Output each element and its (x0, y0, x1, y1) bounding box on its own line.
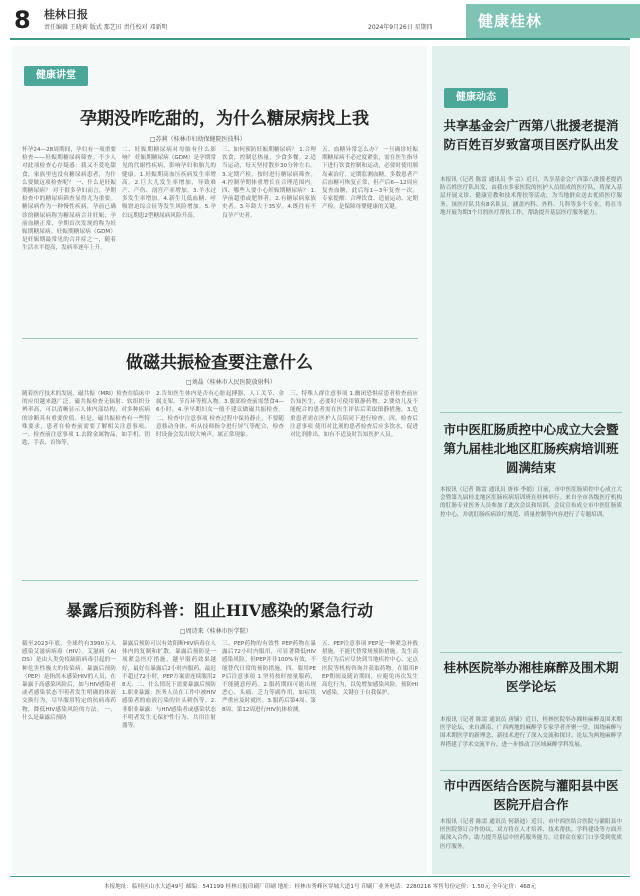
news-divider (440, 652, 622, 653)
article3-byline: □周诗来（桂林市医学院） (180, 628, 252, 635)
article2-byline: □刘晶（桂林市人民医院放射科） (186, 379, 276, 386)
article1-byline: □苏莉（桂林市妇幼保健院医技科） (150, 136, 246, 143)
article2-col1: 随着医疗技术的发展，磁共振（MRI）检查在临床中的应用越来越广泛。磁共振检查无辐射、软组织分辨率高，可以清晰显示人体内部结构，对多种疾病的诊断具有重要价值。但是，磁共振检查有一些特殊要求，患者在检查前需要了解相关注意事项。一、检查前注意事项 1.去除金属物品，如手机、钥匙、手表、首饰等。 (22, 391, 150, 447)
section-tab-health-news: 健康动态 (444, 88, 508, 108)
article-divider (22, 338, 418, 339)
article1-headline: 孕期没咋吃甜的，为什么糖尿病找上我 (80, 109, 369, 129)
news4-headline: 市中西医结合医院与灌阳县中医医院开启合作 (443, 778, 619, 812)
article3-col2: 暴露后预防可以有效阻断HIV病毒在人体内的复制和扩散。暴露后预防是一项紧急医疗措施，越早服药效果越好，最好在暴露后2小时内服药，最迟不超过72小时。PEP方案需连续服用28天。二、什么情况下需要暴露后预防 1.职业暴露：医务人员在工作中被HIV感染者的血液污染的针头刺伤等。2.非职业暴露：与HIV感染者或感染状态不明者发生无保护性行为、共用注射器等。 (122, 641, 216, 730)
news3-body: 本报讯（记者 陈雷 通讯员 唐镝）近日，桂林医院举办湘桂麻醉及围术期医学论坛，来自湖南、广西两地的麻醉学专家学者齐聚一堂，围绕麻醉与围术期医学的新理念、新技术进行了深入交流和探讨。论坛为两地麻醉学界搭建了学术交流平台，进一步推动了区域麻醉学科发展。 (440, 717, 622, 748)
paper-logo: 桂林日报 (44, 8, 88, 21)
masthead-divider (10, 38, 630, 40)
news2-headline: 市中医肛肠质控中心成立大会暨第九届桂北地区肛肠疾病培训班圆满结束 (443, 422, 619, 475)
page-section-title: 健康桂林 (466, 4, 640, 38)
article1-col1: 怀孕24—28周期间，孕妇有一项重要检查——妊娠期糖尿病筛查。不少人对此项检查心存疑惑：我又不爱吃甜食，家族里也没有糖尿病患者，为什么要做这项检查呢？ 一、什么是妊娠期糖尿病？ 对于很多孕妇而言，孕期检查中的糖尿病筛查显得尤为重要。糖尿病作为一种慢性疾病，孕前已确诊的糖尿病称为糖尿病合并妊娠；孕前血糖正常，孕期首次发现的称为妊娠期糖尿病。妊娠期糖尿病（GDM）是妊娠期最常见的合并症之一，随着生活水平提高，发病率逐年上升。 (22, 147, 116, 252)
news1-body: 本报讯（记者 陈雷 通讯员 李 宗）近日，共享基金会广西第八批援老提消防百姓医疗队出发，由我市多家医院的医护人员组成的医疗队，将深入基层开展义诊、健康宣教和技术帮扶等活动，为当地群众送去优质医疗服务。该医疗队共有8名队员，涵盖内科、外科、儿科等多个专业，将在当地开展为期3个月的医疗帮扶工作，帮助提升基层医疗服务能力。 (440, 177, 622, 216)
article3-col3: 三、PEP药物的有效性 PEP药物在暴露后72小时内服用，可显著降低HIV感染风险。但PEP并非100%有效，不能替代日常的预防措施。四、服用PEP后注意事项 1.坚持按时按量服药，不能随意停药。2.服药期间可能出现恶心、头痛、乏力等副作用，如症状严重应及时就医。3.服药后第4周、第8周、第12周进行HIV抗体检测。 (222, 641, 316, 713)
article1-col3: 三、如何预防妊娠期糖尿病？ 1.合理饮食，控制总热量，少食多餐。2.适当运动，每天坚持散步30分钟左右。3.定期产检，按时进行糖尿病筛查。4.控制孕期体重增长在合理范围内。四、哪些人要小心妊娠期糖尿病？ 1.孕前超重或肥胖者。2.有糖尿病家族史者。3.年龄大于35岁。4.既往有不良孕产史者。 (222, 147, 316, 219)
article2-headline: 做磁共振检查要注意什么 (126, 353, 313, 373)
article-divider (22, 580, 418, 581)
news3-headline: 桂林医院举办湘桂麻醉及围术期医学论坛 (443, 660, 619, 694)
article1-col4: 五、血糖异常怎么办？ 一旦确诊妊娠期糖尿病不必过度紧张，需在医生指导下进行饮食控制和运动，必要时使用胰岛素治疗。定期监测血糖，多数患者产后血糖可恢复正常，但产后6—12周应复查血糖，此后每1—3年复查一次。专家提醒：合理饮食、适量运动、定期产检，是保障母婴健康的关键。 (322, 147, 418, 211)
footer-divider (10, 876, 630, 877)
editor-credits: 责任编辑 王晓莉 版式 那艺田 责任校对 邓新明 (44, 24, 168, 31)
issue-date: 2024年9月26日 星期四 (368, 24, 433, 31)
page-number: 8 (14, 6, 31, 34)
news-divider (440, 770, 622, 771)
section-tab-health-lecture: 健康讲堂 (24, 66, 88, 86)
news1-headline: 共享基金会广西第八批援老提消防百姓百岁致富项目医疗队出发 (443, 118, 619, 152)
article3-col4: 五、PEP注意事项 PEP是一种紧急补救措施，不能代替常规预防措施。发生高危行为后应尽快到当地疾控中心、定点医院等机构咨询并获取药物。在服用PEP期间及随访期间，应避免再次发生高危行为，以免增加感染风险。预防HIV感染，关键在于自我保护。 (322, 641, 418, 697)
news2-body: 本报讯（记者 陈雷 通讯员 唐祎 李娟）日前，市中医肛肠质控中心成立大会暨第九届桂北地区肛肠疾病培训班在桂林举行。来自全市各级医疗机构的肛肠专业医务人员参加了此次会议和培训。会议宣布成立市中医肛肠质控中心，并就肛肠疾病诊疗规范、质量控制等内容进行了专题培训。 (440, 487, 622, 518)
footer-imprint: 本报地址：临桂区山水大道49号 邮编：541199 桂林日报印刷厂印刷 地址：桂林市秀峰区穿城大道1号 印刷厂业务电话：2280216 零售每份定价：1.50元 全年定价：468元 (104, 884, 536, 890)
news-divider (440, 412, 622, 413)
article2-col2: 2.告知医生体内是否有心脏起搏器、人工关节、金属支架、节育环等植入物。3.腹部检查前需禁食4—6小时。4.孕早期妇女一般不建议做磁共振检查。二、检查中注意事项 检查过程中保持静止，不要随意移动身体，听从技师指令进行屏气等配合，检查时设备会发出较大响声，属正常现象。 (156, 391, 284, 439)
news4-body: 本报讯（记者 陈雷 通讯员 何新迪）近日，市中西医结合医院与灌阳县中医医院签订合作协议，双方将在人才培养、技术帮扶、学科建设等方面开展深入合作，助力提升基层中医药服务能力，让群众在家门口享受到优质医疗服务。 (440, 819, 622, 850)
article2-col3: 三、特殊人群注意事项 1.幽闭恐惧症患者检查前应告知医生，必要时可使用镇静药物。2.婴幼儿及不能配合的患者需在医生评估后采取镇静措施。3.危重患者需在医护人员陪同下进行检查。四、检查后注意事项 使用对比剂的患者检查后应多饮水，促进对比剂排出，如有不适及时告知医护人员。 (290, 391, 418, 439)
article3-headline: 暴露后预防科普：阻止HIV感染的紧急行动 (66, 601, 374, 620)
masthead (0, 0, 640, 40)
article3-col1: 截至2023年底，全球约有3990万人感染艾滋病病毒（HIV）。艾滋病（AIDS）是由人类免疫缺陷病毒引起的一种危害性极大的传染病。暴露后预防（PEP）是指尚未感染HIV的人员，在暴露于高感染风险后，如与HIV感染者或者感染状态不明者发生明确的体液交换行为，尽早服用特定的抗病毒药物，降低HIV感染风险的方法。 一、什么是暴露后预防 (22, 641, 116, 721)
article1-col2: 二、妊娠期糖尿病对母胎有什么影响？ 妊娠期糖尿病（GDM）是孕期常见的代谢性疾病，影响孕妇和胎儿的健康。1.妊娠期高血压疾病发生率增高。2.巨大儿发生率增加，导致难产、产伤、剖宫产率增加。3.羊水过多发生率增加。4.新生儿低血糖、呼吸窘迫综合征等发生风险增加。5.孕妇远期患2型糖尿病风险升高。 (122, 147, 216, 219)
